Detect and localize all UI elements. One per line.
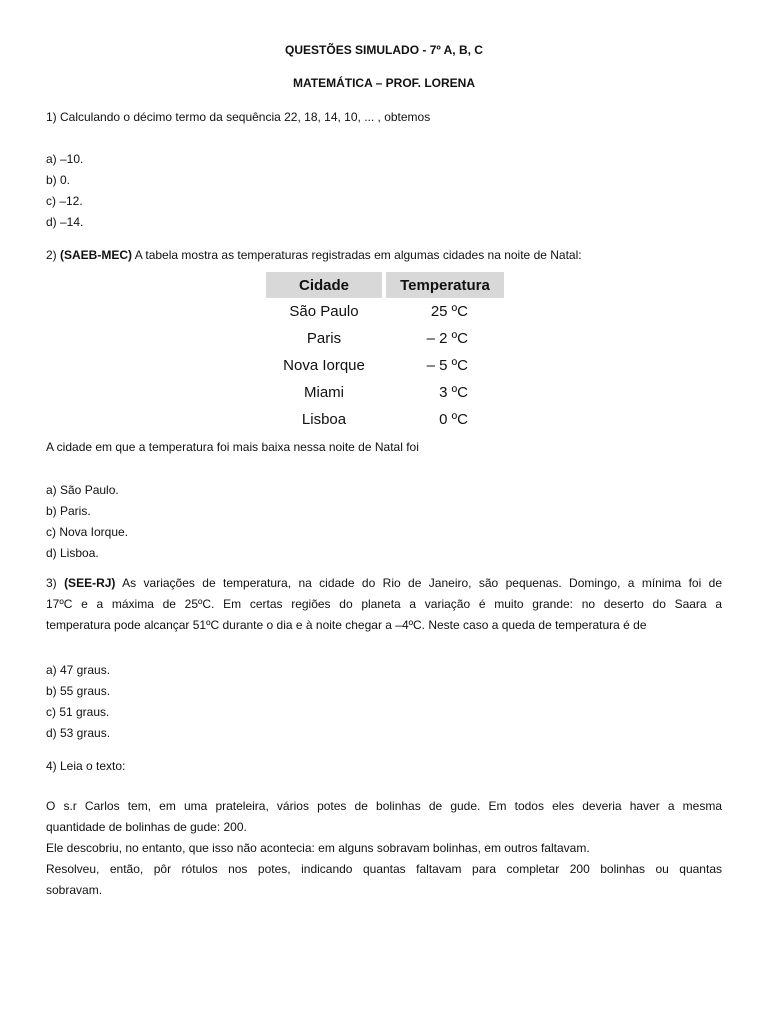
question-1-option-c: c) –12.	[46, 194, 83, 208]
table-cell-city: Miami	[304, 384, 344, 401]
passage-p1-line-2: quantidade de bolinhas de gude: 200.	[46, 820, 247, 834]
table-cell-temperature: 3 ºC	[439, 384, 468, 401]
table-cell-temperature: 0 ºC	[439, 411, 468, 428]
question-2-option-b: b) Paris.	[46, 504, 91, 518]
passage-p2: Ele descobriu, no entanto, que isso não acontecia: em alguns sobravam bolinhas, em outros faltavam.	[46, 841, 590, 855]
question-1-option-d: d) –14.	[46, 215, 84, 229]
table-cell-city: Paris	[306, 330, 342, 347]
document-subtitle: MATEMÁTICA – PROF. LORENA	[293, 76, 475, 90]
question-4-passage	[46, 796, 722, 901]
question-3-line-1	[46, 573, 722, 594]
question-2-number: 2)	[46, 248, 57, 262]
question-3-number: 3)	[46, 576, 57, 590]
question-3-statement: As variações de temperatura, na cidade do Rio de Janeiro, são pequenas. Domingo, a mínima foi de	[122, 576, 722, 590]
table-cell-temperature: – 2 ºC	[426, 330, 468, 347]
table-row	[266, 325, 504, 352]
question-1-text: 1) Calculando o décimo termo da sequência 22, 18, 14, 10, ... , obtemos	[46, 110, 431, 124]
question-3-option-d: d) 53 graus.	[46, 726, 111, 740]
passage-p3-line-1: Resolveu, então, pôr rótulos nos potes, indicando quantas faltavam para completar 200 bolinhas ou quantas	[46, 862, 722, 876]
question-3-option-b: b) 55 graus.	[46, 684, 111, 698]
table-row	[266, 352, 504, 379]
question-3-option-c: c) 51 graus.	[46, 705, 110, 719]
table-cell-temperature: – 5 ºC	[426, 357, 468, 374]
table-header-temperature: Temperatura	[386, 272, 504, 298]
question-1-option-a: a) –10.	[46, 152, 84, 166]
document-title: QUESTÕES SIMULADO - 7º A, B, C	[285, 43, 483, 57]
table-cell-city: São Paulo	[289, 303, 359, 320]
question-3-source: (SEE-RJ)	[64, 576, 116, 590]
question-2-option-c: c) Nova Iorque.	[46, 525, 129, 539]
table-cell-city: Lisboa	[301, 411, 347, 428]
question-3-option-a: a) 47 graus.	[46, 663, 111, 677]
question-3-line-3: temperatura pode alcançar 51ºC durante o dia e à noite chegar a –4ºC. Neste caso a queda de temperatura é de	[46, 618, 647, 632]
question-2-statement: A tabela mostra as temperaturas registradas em algumas cidades na noite de Natal:	[134, 248, 582, 262]
question-2-source: (SAEB-MEC)	[60, 248, 133, 262]
question-2-option-a: a) São Paulo.	[46, 483, 119, 497]
table-row	[266, 298, 504, 325]
question-2-option-d: d) Lisboa.	[46, 546, 99, 560]
table-cell-temperature: 25 ºC	[430, 303, 468, 320]
passage-p1-line-1: O s.r Carlos tem, em uma prateleira, vários potes de bolinhas de gude. Em todos eles deveria haver a mesma	[46, 799, 722, 813]
passage-p3-line-2: sobravam.	[46, 883, 103, 897]
table-cell-city: Nova Iorque	[283, 357, 365, 374]
table-row	[266, 406, 504, 433]
table-row	[266, 379, 504, 406]
temperature-table	[262, 272, 508, 433]
question-3-text	[46, 573, 722, 636]
question-3-line-2: 17ºC e a máxima de 25ºC. Em certas regiões do planeta a variação é muito grande: no deserto do Saara a	[46, 597, 722, 611]
question-4-text: 4) Leia o texto:	[46, 759, 126, 773]
question-1-option-b: b) 0.	[46, 173, 71, 187]
question-2-text	[46, 248, 582, 262]
table-header-city: Cidade	[266, 272, 382, 298]
question-2-prompt: A cidade em que a temperatura foi mais baixa nessa noite de Natal foi	[46, 440, 419, 454]
table-header-row	[266, 272, 504, 298]
